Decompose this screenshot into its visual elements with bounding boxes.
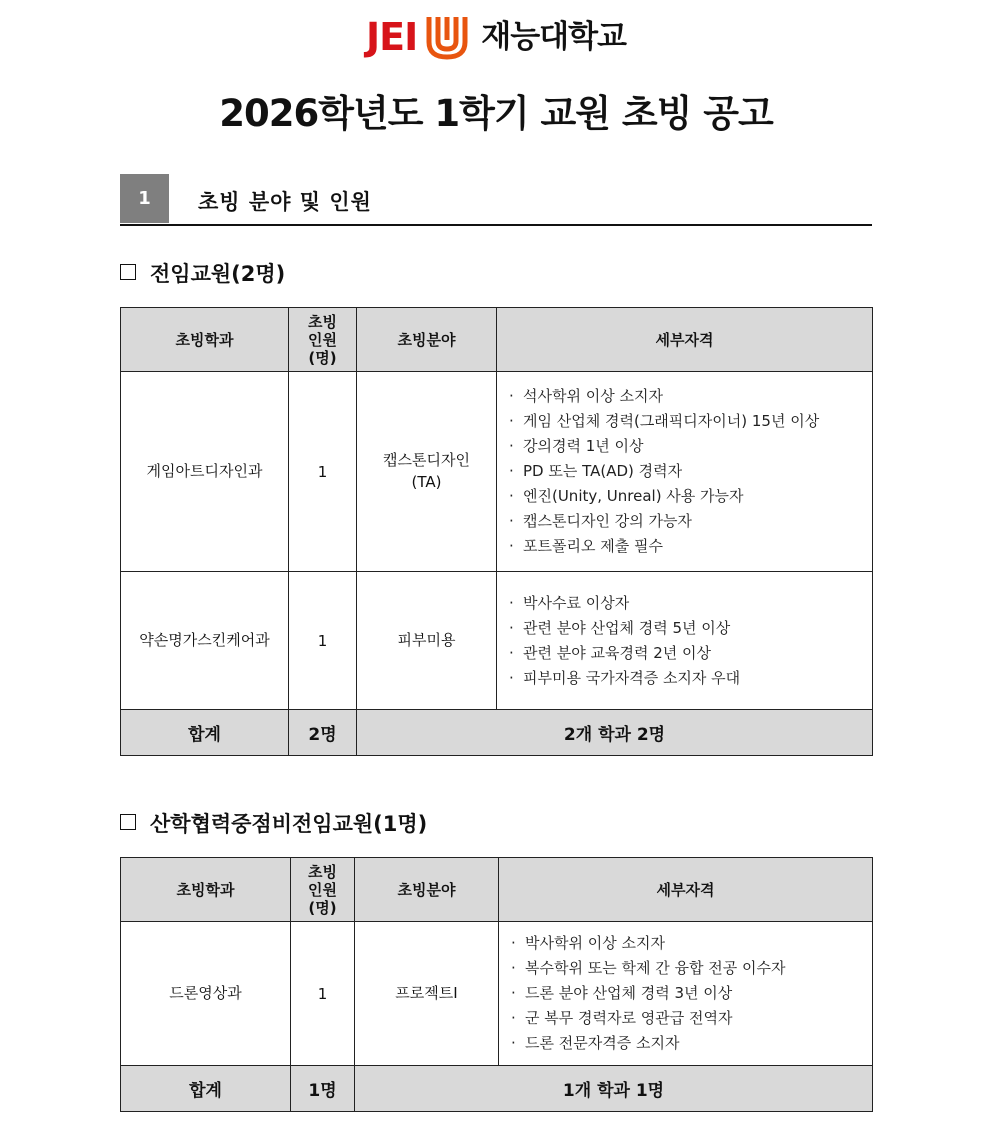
quals-cell xyxy=(497,572,873,710)
section-number: 1 xyxy=(120,174,169,223)
total-label: 합계 xyxy=(121,710,289,756)
table-row xyxy=(121,572,873,710)
header-field: 초빙분야 xyxy=(357,308,497,372)
section-title: 초빙 분야 및 인원 xyxy=(198,190,372,214)
count-cell: 1 xyxy=(291,922,355,1066)
qual-item: · 게임 산업체 경력(그래픽디자이너) 15년 이상 xyxy=(509,409,862,434)
header-count-line: 초빙 xyxy=(308,312,337,331)
jei-u-logo-icon xyxy=(423,14,471,60)
field-cell xyxy=(357,572,497,710)
table-row xyxy=(121,922,873,1066)
total-count: 2명 xyxy=(289,710,357,756)
group1-heading xyxy=(120,258,285,288)
university-logo xyxy=(0,12,992,62)
header-dept: 초빙학과 xyxy=(121,858,291,922)
qual-item: · 드론 전문자격증 소지자 xyxy=(511,1031,862,1056)
group2-heading-text: 산학협력중점비전임교원(1명) xyxy=(150,812,428,836)
header-count-line: (명) xyxy=(308,348,337,367)
count-cell: 1 xyxy=(289,372,357,572)
qual-item: · 드론 분야 산업체 경력 3년 이상 xyxy=(511,981,862,1006)
quals-list xyxy=(509,384,862,559)
qual-item: · 박사학위 이상 소지자 xyxy=(511,931,862,956)
table-header-row xyxy=(121,858,873,922)
qual-item: · PD 또는 TA(AD) 경력자 xyxy=(509,459,862,484)
qual-item: · 석사학위 이상 소지자 xyxy=(509,384,862,409)
qual-item: · 피부미용 국가자격증 소지자 우대 xyxy=(509,666,862,691)
qual-item: · 관련 분야 산업체 경력 5년 이상 xyxy=(509,616,862,641)
table-total-row xyxy=(121,710,873,756)
recruitment-table-fulltime xyxy=(120,307,873,756)
recruitment-table-industry xyxy=(120,857,873,1112)
total-count: 1명 xyxy=(291,1066,355,1112)
header-count-line: 초빙 xyxy=(308,862,337,881)
qual-item: · 군 복무 경력자로 영관급 전역자 xyxy=(511,1006,862,1031)
logo-mark-text: JEI xyxy=(366,15,418,59)
qual-item: · 캡스톤디자인 강의 가능자 xyxy=(509,509,862,534)
table-total-row xyxy=(121,1066,873,1112)
qual-item: · 엔진(Unity, Unreal) 사용 가능자 xyxy=(509,484,862,509)
header-dept: 초빙학과 xyxy=(121,308,289,372)
qual-item: · 박사수료 이상자 xyxy=(509,591,862,616)
dept-cell: 게임아트디자인과 xyxy=(121,372,289,572)
quals-list xyxy=(511,931,862,1056)
qual-item: · 강의경력 1년 이상 xyxy=(509,434,862,459)
field-line: (TA) xyxy=(411,472,442,491)
quals-list xyxy=(509,591,862,691)
quals-cell xyxy=(497,372,873,572)
qual-item: · 복수학위 또는 학제 간 융합 전공 이수자 xyxy=(511,956,862,981)
group1-heading-text: 전임교원(2명) xyxy=(150,262,286,286)
qual-item: · 관련 분야 교육경력 2년 이상 xyxy=(509,641,862,666)
field-line: 캡스톤디자인 xyxy=(383,450,470,469)
group2-heading xyxy=(120,808,427,838)
qual-item: · 포트폴리오 제출 필수 xyxy=(509,534,862,559)
total-label: 합계 xyxy=(121,1066,291,1112)
header-quals: 세부자격 xyxy=(497,308,873,372)
header-count-line: 인원 xyxy=(308,330,337,349)
dept-cell: 드론영상과 xyxy=(121,922,291,1066)
checkbox-square-icon xyxy=(120,264,136,280)
header-count-line: 인원 xyxy=(308,880,337,899)
table-row xyxy=(121,372,873,572)
field-line: 피부미용 xyxy=(397,630,456,649)
header-count-line: (명) xyxy=(308,898,337,917)
header-field: 초빙분야 xyxy=(355,858,499,922)
checkbox-square-icon xyxy=(120,814,136,830)
field-line: 프로젝트I xyxy=(395,983,458,1002)
field-cell xyxy=(355,922,499,1066)
header-quals: 세부자격 xyxy=(499,858,873,922)
dept-cell: 약손명가스킨케어과 xyxy=(121,572,289,710)
count-cell: 1 xyxy=(289,572,357,710)
header-count xyxy=(289,308,357,372)
logo-university-name: 재능대학교 xyxy=(481,18,626,55)
total-summary: 2개 학과 2명 xyxy=(357,710,873,756)
quals-cell xyxy=(499,922,873,1066)
section-header xyxy=(120,174,872,226)
table-header-row xyxy=(121,308,873,372)
page-title: 2026학년도 1학기 교원 초빙 공고 xyxy=(219,92,773,135)
total-summary: 1개 학과 1명 xyxy=(355,1066,873,1112)
header-count xyxy=(291,858,355,922)
field-cell xyxy=(357,372,497,572)
